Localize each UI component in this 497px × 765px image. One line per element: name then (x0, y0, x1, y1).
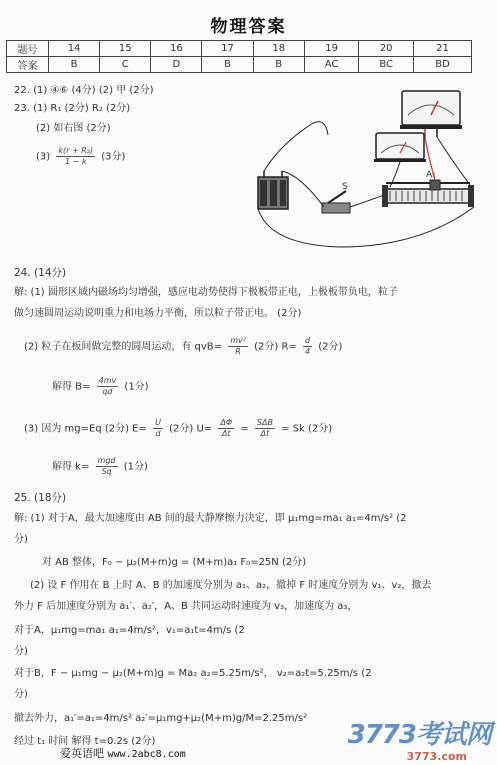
q23-part3-score: (3分) (101, 151, 126, 163)
question-number-cell: 15 (100, 41, 151, 57)
q24-part2-result-score: (1分) (124, 381, 149, 393)
q25-line-9: 分) (14, 689, 28, 700)
answer-label-cell: 答案 (7, 57, 49, 73)
answer-table-header-row (7, 41, 472, 57)
q24-part2-fraction-2 (303, 336, 312, 357)
q25-header: 25. (18分) (14, 492, 67, 504)
question-number-cell: 20 (359, 41, 414, 57)
answer-cell: AC (304, 57, 359, 73)
q25-line-10-c: /M=2.25m/s² (242, 713, 308, 724)
q24-part3-result-fraction (96, 456, 118, 477)
q24-part2 (24, 336, 342, 357)
q22-answer: 22. (1) ④⑥ (4分) (2) 甲 (2分) (14, 85, 154, 96)
q24-part3 (24, 418, 332, 439)
answer-cell: B (202, 57, 253, 73)
frac-denominator: Δt (260, 429, 270, 438)
q24-part3-result (52, 456, 148, 477)
q25-line-10-b: μ₁mg+μ₂(M+m)g (155, 713, 243, 724)
battery-icon (258, 171, 288, 209)
ammeter-icon (374, 133, 426, 162)
question-number-cell: 21 (414, 41, 472, 57)
frac-denominator: Δt (221, 429, 231, 438)
q25-line-10-a: 撤去外力，a₁′=a₁=4m/s² a₂′= (14, 713, 156, 724)
q25-line-10 (14, 712, 307, 725)
q24-part2-score: (2分) (318, 341, 343, 353)
q25-line-6: 对于A，μ₁mg=ma₁ a₁=4m/s²，v₁=a₁t=4m/s (2 (14, 625, 245, 636)
q24-part2-prefix: (2) 粒子在板间做完整的圆周运动，有 qvB= (24, 341, 223, 353)
frac-numerator: SΔB (256, 418, 273, 427)
answer-cell: BC (359, 57, 414, 73)
circuit-diagram (250, 85, 480, 260)
answer-cell: D (151, 57, 202, 73)
site-watermark: 3773考试网 (347, 720, 491, 750)
ammeter-label: A₁ (426, 170, 436, 180)
frac-denominator: R (235, 347, 241, 356)
q24-part1-line-b: 做匀速圆周运动说明重力和电场力平衡，所以粒子带正电。 (2分) (14, 308, 302, 319)
q25-line-7: 分) (14, 646, 28, 657)
frac-denominator: 4 (304, 347, 311, 356)
q24-part2-result-prefix: 解得 B= (52, 381, 91, 393)
q25-line-8: 对于B，F − μ₁mg − μ₂(M+m)g = Ma₂ a₂=5.25m/s²， v₂=a₂t=5.25m/s (2 (14, 668, 372, 679)
switch-icon (322, 191, 350, 213)
answer-table-answer-row (7, 57, 472, 73)
q24-part3-fraction-3 (255, 418, 275, 439)
answer-cell: B (253, 57, 304, 73)
q24-part1-line-a: 解: (1) 圆形区域内磁场均匀增强，感应电动势使得下极板带正电，上极板带负电，粒子 (14, 287, 398, 298)
question-number-cell: 14 (49, 41, 100, 57)
answer-cell: BD (414, 57, 472, 73)
frac-numerator: mv² (230, 336, 246, 345)
q24-part2-fraction-1 (228, 336, 248, 357)
answer-cell: C (100, 57, 151, 73)
footer-credit (60, 745, 186, 761)
q23-line-2: (2) 如右图 (2分) (36, 123, 111, 134)
footer-text: 爱英语吧 (60, 747, 104, 760)
q24-header: 24. (14分) (14, 267, 67, 279)
frac-denominator: d (155, 429, 161, 438)
q23-frac-numerator: k(r + R₂) (58, 146, 94, 155)
q23-part3-prefix: (3) (36, 151, 51, 163)
answer-cell: B (49, 57, 100, 73)
frac-numerator: d (305, 336, 311, 345)
q25-line-1: 解: (1) 对于A，最大加速度由 AB 间的最大静摩擦力决定，即 μ₁mg=ma₁ a₁=4m/s² (2 (14, 513, 407, 524)
q24-part3-fraction-1 (153, 418, 163, 439)
q24-part2-result (52, 376, 149, 397)
q24-part3-d: = Sk (2分) (281, 423, 333, 435)
q24-part3-result-score: (1分) (123, 461, 148, 473)
voltmeter-icon (400, 91, 462, 137)
q24-part3-b: (2分) U= (169, 423, 213, 435)
question-number-cell: 17 (202, 41, 253, 57)
q23-frac-denominator: 1 − k (64, 157, 87, 166)
q24-part2-result-fraction (97, 376, 119, 397)
question-number-cell: 18 (253, 41, 304, 57)
switch-label: S (342, 182, 348, 192)
frac-numerator: 4mv (98, 376, 117, 385)
page-title: 物理答案 (210, 17, 287, 37)
q25-line-3: 对 AB 整体，F₀ − μ₂(M+m)g = (M+m)a₁ F₀=25N (2分) (42, 557, 307, 568)
q23-line-3 (36, 146, 125, 167)
site-watermark-url: 3773.com (406, 750, 467, 763)
q24-part3-result-prefix: 解得 k= (52, 461, 90, 473)
frac-numerator: U (155, 418, 161, 427)
q25-line-4: (2) 设 F 作用在 B 上时 A、B 的加速度分别为 a₁、a₂，撤掉 F 时速度分别为 v₁、v₂，撤去 (30, 580, 432, 591)
frac-denominator: Sq (101, 467, 112, 476)
answer-table (6, 40, 472, 73)
q24-part3-c: = (240, 423, 249, 435)
q24-part2-mid: (2分) R= (254, 341, 297, 353)
frac-numerator: ΔΦ (220, 418, 233, 427)
footer-url[interactable]: www.2abc8.com (107, 749, 186, 760)
q24-part3-a: (3) 因为 mg=Eq (2分) E= (24, 423, 147, 435)
rheostat-icon (382, 180, 474, 207)
q23-line-1: 23. (1) R₁ (2分) R₂ (2分) (14, 103, 131, 114)
question-number-cell: 19 (304, 41, 359, 57)
q25-line-5: 外力 F 后加速度分别为 a₁′、a₂′，A、B 共同运动时速度为 v₃，加速度为 a₃， (14, 601, 358, 612)
q25-line-2: 分) (14, 534, 28, 545)
q24-part3-fraction-2 (218, 418, 234, 439)
frac-denominator: qd (102, 387, 113, 396)
q23-fraction (56, 146, 95, 167)
header-label-cell: 题号 (7, 41, 49, 57)
question-number-cell: 16 (151, 41, 202, 57)
q25-line-11: 经过 t₁ 时间 解得 t=0.2s (2分) (14, 736, 156, 747)
frac-numerator: mgd (97, 456, 116, 465)
